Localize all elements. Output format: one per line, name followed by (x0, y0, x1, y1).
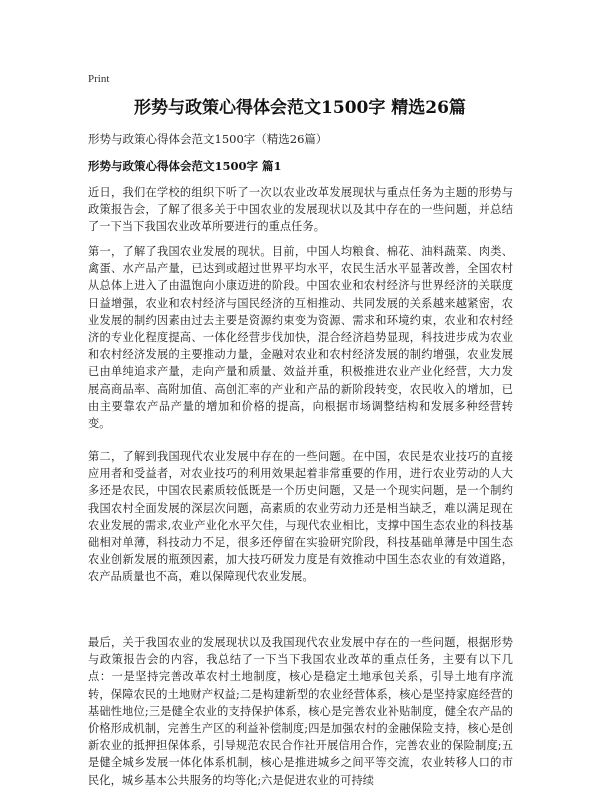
document-subtitle: 形势与政策心得体会范文1500字（精选26篇） (88, 132, 328, 146)
paragraph-first-point: 第一，了解了我国农业发展的现状。目前，中国人均粮食、棉花、油料蔬菜、肉类、禽蛋、水产品产量，已达到或超过世界平均水平，农民生活水平显著改善，全国农村从总体上进入了由温饱向小康迈进的阶段。中国农业和农村经济与世界经济的关联度日益增强，农业和农村经济与国民经济的互相推动、共同发展的关系越来越紧密，农业发展的制约因素由过去主要是资源约束变为资源、需求和环境约束，农业和农村经济的专业化程度提高、一体化经营步伐加快，混合经济趋势显现，科技进步成为农业和农村经济发展的主要推动力量，金融对农业和农村经济发展的制约增强，农业发展已由单纯追求产量，走向产量和质量、效益并重，积极推进农业产业化经营，大力发展高商品率、高附加值、高创汇率的产业和产品的新阶段转变，农民收入的增加，已由主要靠农产品产量的增加和价格的提高，向根据市场调整结构和发展多种经营转变。 (88, 245, 513, 431)
paragraph-intro: 近日，我们在学校的组织下听了一次以农业改革发展现状与重点任务为主题的形势与政策报告会，了解了很多关于中国农业的发展现状以及其中存在的一些问题，并总结了一下当下我国农业改革所要进行的重点任务。 (88, 186, 513, 234)
paragraph-conclusion: 最后，关于我国农业的发展现状以及我国现代农业发展中存在的一些问题，根据形势与政策报告会的内容，我总结了一下当下我国农业改革的重点任务，主要有以下几点：一是坚持完善改革农村土地制度，核心是稳定土地承包关系，引导土地有序流转，保障农民的土地财产权益;二是构建新型的农业经营体系，核心是坚持家庭经营的基础性地位;三是健全农业的支持保护体系，核心是完善农业补贴制度，健全农产品的价格形成机制，完善生产区的利益补偿制度;四是加强农村的金融保险支持，核心是创新农业的抵押担保体系，引导规范农民合作社开展信用合作，完善农业的保险制度;五是健全城乡发展一体化体系机制，核心是推进城乡之间平等交流，农业转移人口的市民化，城乡基本公共服务的均等化;六是促进农业的可持续 (88, 636, 513, 787)
document-title: 形势与政策心得体会范文1500字 精选26篇 (134, 98, 466, 118)
paragraph-second-point: 第二，了解到我国现代农业发展中存在的一些问题。在中国，农民是农业技巧的直接应用者和受益者，对农业技巧的利用效果起着非常重要的作用，进行农业劳动的人大多还是农民，中国农民素质较低既是一个历史问题，又是一个现实问题，是一个制约我国农村全面发展的深层次问题，高素质的农业劳动力还是相当缺乏，难以满足现在农业发展的需求,农业产业化水平欠佳，与现代农业相比，支撑中国生态农业的科技基础相对单薄，科技动力不足，很多还停留在实验研究阶段，科技基础单薄是中国生态农业创新发展的瓶颈因素，加大技巧研发力度是有效推动中国生态农业的有效道路，农产品质量也不高，难以保障现代农业发展。 (88, 450, 513, 584)
section-heading: 形势与政策心得体会范文1500字 篇1 (88, 159, 282, 173)
print-label: Print (88, 73, 110, 85)
